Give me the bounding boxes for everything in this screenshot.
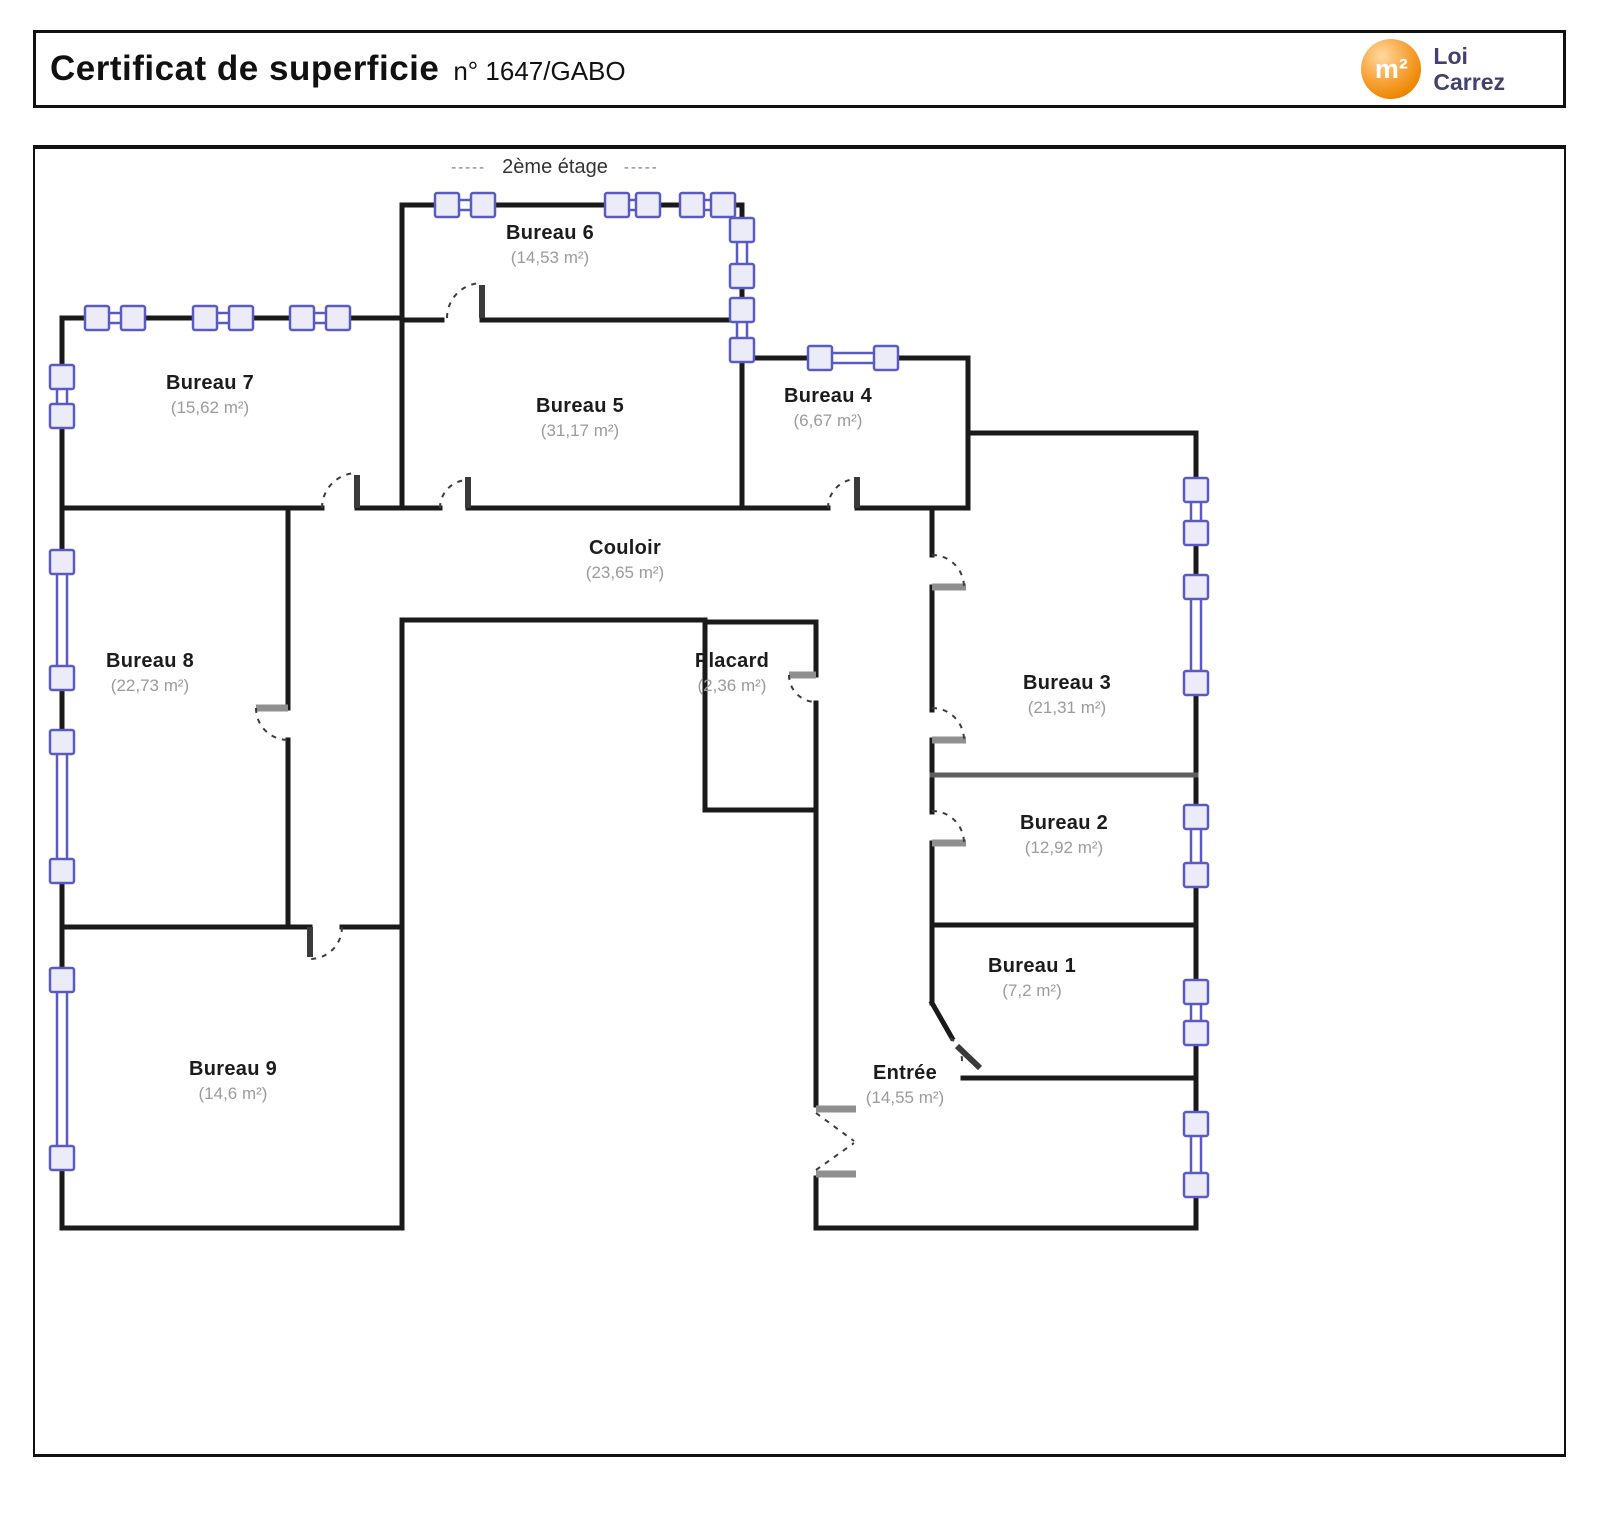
window-symbol — [1184, 575, 1208, 695]
room-label-bureau-8 — [106, 650, 194, 696]
room-area: (31,17 m²) — [540, 421, 620, 440]
room-name: Bureau 1 — [988, 955, 1076, 977]
window-symbol — [730, 298, 754, 362]
m2-badge-icon: m² — [1361, 39, 1421, 99]
window-symbol — [50, 730, 74, 883]
window-symbol — [50, 365, 74, 428]
room-label-bureau-3 — [1023, 672, 1111, 718]
room-area: (14,53 m²) — [510, 248, 590, 267]
room-label-bureau-1 — [988, 955, 1076, 1001]
room-name: Bureau 7 — [166, 372, 254, 394]
room-name: Bureau 9 — [189, 1058, 277, 1080]
room-label-bureau-4 — [784, 385, 872, 431]
room-label-bureau-7 — [166, 372, 254, 418]
room-area: (21,31 m²) — [1027, 698, 1107, 717]
door-jambs-gray — [256, 587, 966, 1174]
room-name: Couloir — [588, 537, 662, 559]
loi-carrez-line2: Carrez — [1433, 69, 1505, 95]
floor-label-dashes-right: ----- — [623, 159, 659, 176]
window-symbol — [85, 306, 145, 330]
room-area: (14,6 m²) — [198, 1084, 268, 1103]
window-symbol — [1184, 478, 1208, 545]
room-area: (15,62 m²) — [170, 398, 250, 417]
room-name: Bureau 5 — [536, 395, 624, 417]
room-label-couloir — [586, 537, 664, 583]
room-label-bureau-2 — [1020, 812, 1108, 858]
window-symbol — [1184, 980, 1208, 1045]
room-name: Bureau 2 — [1020, 812, 1108, 834]
room-area: (7,2 m²) — [1002, 981, 1062, 1000]
certificate-title: Certificat de superficie — [50, 49, 440, 88]
room-name: Bureau 3 — [1023, 672, 1111, 694]
room-area: (22,73 m²) — [110, 676, 190, 695]
window-symbol — [730, 218, 754, 288]
room-area: (14,55 m²) — [865, 1088, 945, 1107]
floor-label-text: 2ème étage — [502, 156, 608, 178]
room-label-bureau-5 — [536, 395, 624, 441]
loi-carrez-line1: Loi — [1433, 42, 1468, 69]
window-symbol — [605, 193, 660, 217]
window-symbol — [808, 346, 898, 370]
room-label-bureau-9 — [189, 1058, 277, 1104]
room-name: Bureau 6 — [506, 222, 594, 244]
window-symbol — [50, 550, 74, 690]
window-symbol — [435, 193, 495, 217]
window-symbol — [680, 193, 735, 217]
window-symbol — [193, 306, 253, 330]
room-name: Placard — [694, 650, 770, 672]
certificate-number: n° 1647/GABO — [453, 56, 626, 86]
floor-label-dashes-left: ----- — [451, 159, 487, 176]
room-label-bureau-6 — [506, 222, 594, 268]
room-area: (12,92 m²) — [1024, 838, 1104, 857]
room-area: (2,36 m²) — [697, 676, 767, 695]
window-symbol — [1184, 805, 1208, 887]
window-symbol — [290, 306, 350, 330]
room-name: Entrée — [872, 1062, 938, 1084]
room-name: Bureau 8 — [106, 650, 194, 672]
room-label-placard — [695, 650, 769, 696]
room-area: (23,65 m²) — [585, 563, 665, 582]
door-leaves-dark — [310, 285, 980, 1068]
room-label-entree — [866, 1062, 944, 1108]
window-symbol — [1184, 1112, 1208, 1197]
window-symbol — [50, 968, 74, 1170]
room-name: Bureau 4 — [784, 385, 872, 407]
room-area: (6,67 m²) — [793, 411, 863, 430]
